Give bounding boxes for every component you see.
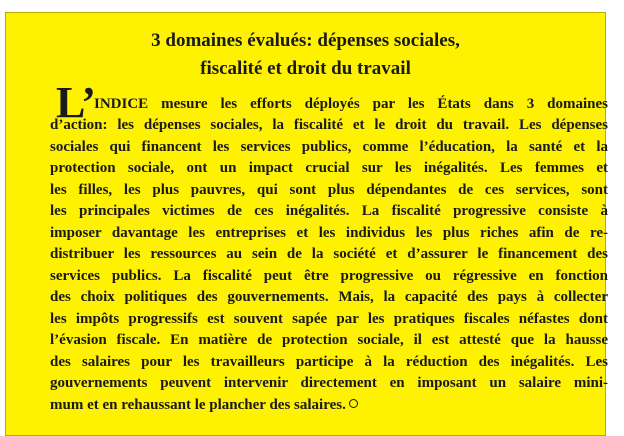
- end-of-article-circle-icon: [349, 399, 358, 408]
- article-box: [5, 12, 606, 436]
- body-line: INDICE mesure les efforts déployés par les États dans 3 domaines: [94, 96, 608, 112]
- body-line: les impôts progressifs est souvent sapée par les pratiques fiscales néfastes dont: [50, 311, 608, 327]
- body-line: sociales qui financent les services publics, comme l’éducation, la santé et la: [50, 139, 608, 155]
- body-line: protection sociale, ont un impact crucial sur les inégalités. Les femmes et: [50, 160, 608, 176]
- body-line: des choix politiques des gouvernements. Mais, la capacité des pays à collecter: [50, 289, 608, 305]
- drop-cap: L’: [56, 78, 96, 127]
- body-line: l’évasion fiscale. En matière de protection sociale, il est attesté que la hausse: [50, 332, 608, 348]
- body-line: services publics. La fiscalité peut être progressive ou régressive en fonction: [50, 268, 608, 284]
- body-line: les principales victimes de ces inégalités. La fiscalité progressive consiste à: [50, 203, 608, 219]
- body-line: gouvernements peuvent intervenir directement en imposant un salaire mini-: [50, 375, 608, 391]
- article-title-line-1: 3 domaines évalués: dépenses sociales,: [151, 30, 460, 51]
- body-line: les filles, les plus pauvres, qui sont plus dépendantes de ces services, sont: [50, 182, 608, 198]
- body-line: d’action: les dépenses sociales, la fiscalité et le droit du travail. Les dépenses: [50, 117, 608, 133]
- body-line-last: [50, 395, 608, 415]
- body-line-last-text: mum et en rehaussant le plancher des salaires.: [50, 397, 346, 413]
- body-line: des salaires pour les travailleurs participe à la réduction des inégalités. Les: [50, 354, 608, 370]
- body-line: distribuer les ressources au sein de la société et d’assurer le financement des: [50, 246, 608, 262]
- article-title-line-2: fiscalité et droit du travail: [200, 58, 411, 79]
- body-line: imposer davantage les entreprises et les individus les plus riches afin de re-: [50, 225, 608, 241]
